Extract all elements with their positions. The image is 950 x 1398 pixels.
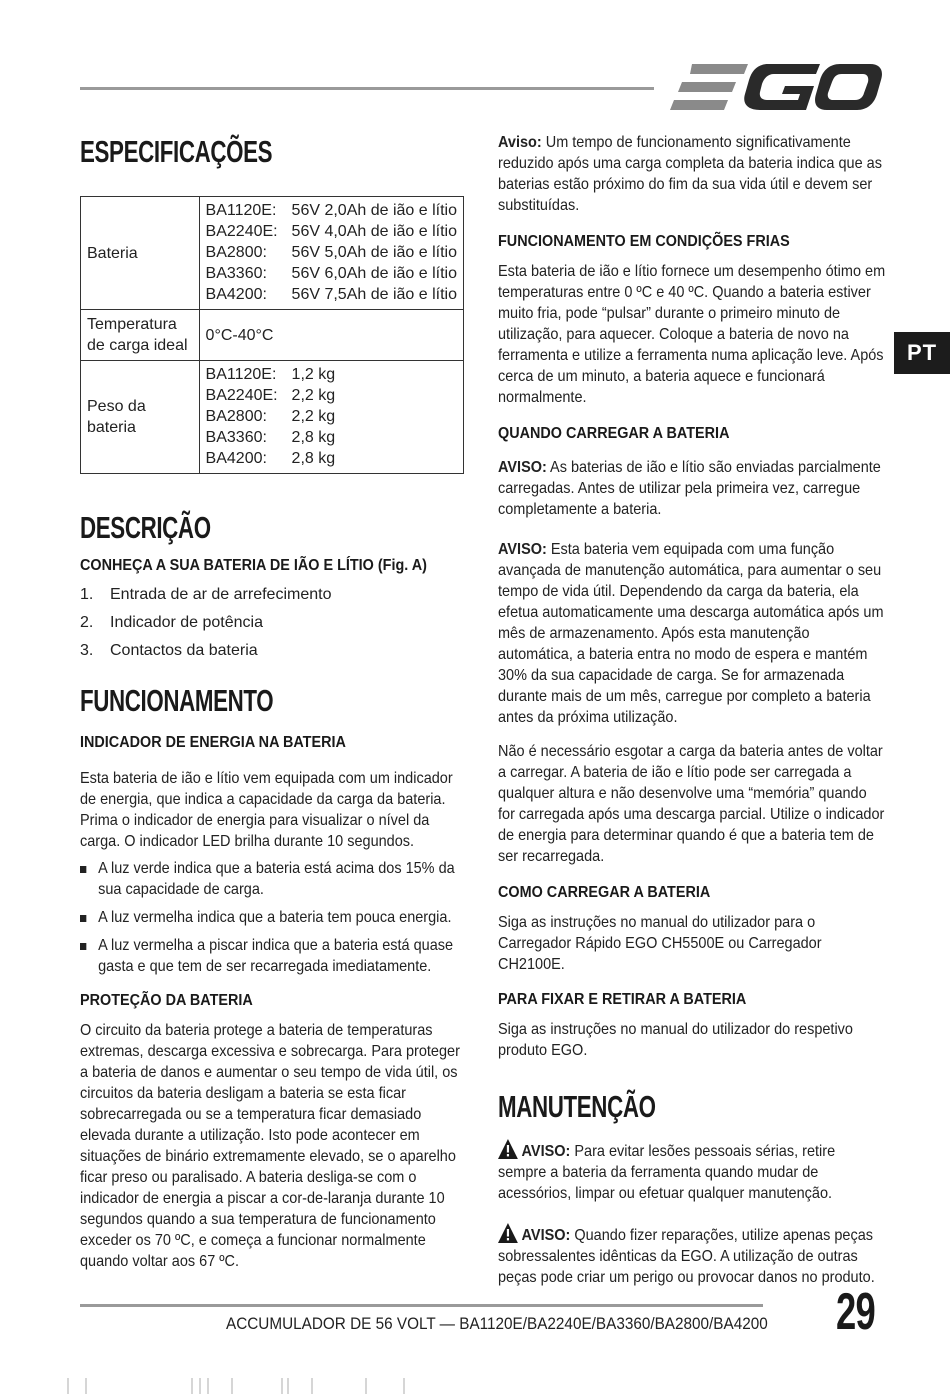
table-cell-values: BA1120E: 1,2 kg BA2240E: 2,2 kg BA2800: 2,2 kg BA3360: 2,8 kg BA4200: 2,8 kg — [199, 361, 463, 474]
when-to-charge-subtitle: QUANDO CARREGAR A BATERIA — [498, 425, 730, 442]
header-rule — [80, 87, 654, 90]
fix-block — [498, 1019, 885, 1061]
bullet-icon — [80, 858, 98, 900]
warning-triangle-icon — [498, 1139, 518, 1159]
attach-remove-subtitle: PARA FIXAR E RETIRAR A BATERIA — [498, 991, 747, 1008]
specs-title: ESPECIFICAÇÕES — [80, 134, 273, 169]
how-to-charge-text: Siga as instruções no manual do utilizador para o Carregador Rápido EGO CH5500E ou Carregador CH2100E. — [498, 914, 822, 973]
battery-protection-block — [80, 1020, 465, 1272]
list-item: A luz vermelha a piscar indica que a bateria está quase gasta e que tem de ser recarregada imediatamente. — [80, 935, 465, 977]
list-item: A luz vermelha indica que a bateria tem pouca energia. — [80, 907, 465, 928]
energy-indicator-subtitle: INDICADOR DE ENERGIA NA BATERIA — [80, 734, 346, 751]
table-row — [81, 361, 464, 474]
bullet-icon — [80, 907, 98, 928]
right-column — [498, 132, 886, 1288]
left-column — [80, 132, 465, 1272]
ego-logo — [670, 60, 882, 114]
how-block — [498, 912, 885, 975]
how-to-charge-subtitle: COMO CARREGAR A BATERIA — [498, 884, 711, 901]
warning-paragraph: AVISO: Para evitar lesões pessoais sérias, retire sempre a bateria da ferramenta quando mudar de acessórios, limpar ou efetuar qualquer manutenção. — [498, 1139, 885, 1204]
table-cell-label: Peso da bateria — [81, 361, 200, 474]
bullet-icon — [80, 935, 98, 977]
battery-protection-subtitle: PROTEÇÃO DA BATERIA — [80, 992, 253, 1009]
table-cell-label: Temperatura de carga ideal — [81, 310, 200, 361]
maint-block — [498, 1139, 885, 1288]
aviso-paragraph: AVISO: As baterias de ião e lítio são enviadas parcialmente carregadas. Antes de utilizar pela primeira vez, carregue completamente a bateria. — [498, 459, 881, 518]
energy-indicator-text: Esta bateria de ião e lítio vem equipada com um indicador de energia, que indica a capacidade da carga da bateria. Prima o indicador de energia para visualizar o nível da carga. O indicador LED brilha durante 10 segundos. — [80, 770, 453, 850]
page-number: 29 — [836, 1283, 876, 1341]
battery-protection-text: O circuito da bateria protege a bateria de temperaturas extremas, descarga excessiva e sobrecarga. Para proteger a bateria de danos e aumentar o seu tempo de vida útil, os circuitos da bateria desligam a bateria se esta ficar sobrecarregada ou se a temperatura ficar demasiado elevada durante a utilização. Isto pode acontecer em situações de binário extremamente elevado, se o aparelho ficar preso ou paralisado. A bateria desliga-se com o indicador de energia a piscar a cor-de-laranja durante 10 segundos quando a sua temperatura de funcionamento exceder os 70 ºC, e começa a funcionar normalmente quando voltar aos 67 ºC. — [80, 1022, 460, 1270]
list-item: 2. Indicador de potência — [80, 614, 263, 631]
cold-block — [498, 261, 885, 408]
recharge-text: Não é necessário esgotar a carga da bateria antes de voltar a carregar. A bateria de ião e lítio pode ser carregada a qualquer altura e não desenvolve uma “memória” quando for carregada após uma descarga parcial. Utilize o indicador de energia para determinar quando é que a bateria tem de ser recarregada. — [498, 743, 885, 865]
table-cell-value: 0°C-40°C — [199, 310, 463, 361]
table-cell-label: Bateria — [81, 197, 200, 310]
operation-title: FUNCIONAMENTO — [80, 683, 274, 718]
table-cell-values: BA1120E: 56V 2,0Ah de ião e lítio BA2240E: 56V 4,0Ah de ião e lítio BA2800: 56V 5,0Ah de ião e lítio BA3360: 56V 6,0Ah de ião e lítio BA4200: 56V 7,5Ah de ião e lítio — [199, 197, 463, 310]
when-block — [498, 457, 885, 867]
attach-remove-text: Siga as instruções no manual do utilizador do respetivo produto EGO. — [498, 1021, 853, 1059]
footer-rule — [80, 1304, 763, 1307]
specs-table — [80, 196, 464, 474]
cold-conditions-text: Esta bateria de ião e lítio fornece um desempenho ótimo em temperaturas entre 0 ºC e 40 ºC. Quando a bateria estiver muito fria, pode “pulsar” durante o primeiro minuto de utilização, para aquecer. Coloque a bateria de novo na ferramenta e utilize a ferramenta numa aplicação leve. Após cerca de um minuto, a bateria aquece e funcionará normalmente. — [498, 263, 886, 406]
warning-paragraph: AVISO: Quando fizer reparações, utilize apenas peças sobressalentes idênticas da EGO. A utilização de outras peças pode criar um perigo ou provocar danos no produto. — [498, 1223, 885, 1288]
warning-triangle-icon — [498, 1223, 518, 1243]
description-list — [80, 584, 465, 661]
print-marks — [60, 1376, 460, 1396]
list-item: 3. Contactos da bateria — [80, 642, 258, 659]
energy-indicator-block — [80, 768, 465, 977]
description-title: DESCRIÇÃO — [80, 510, 211, 545]
energy-indicator-bullets — [80, 858, 465, 977]
aviso-paragraph: AVISO: Esta bateria vem equipada com uma função avançada de manutenção automática, para aumentar o seu tempo de vida útil. Dependendo da carga da bateria, ela efetua automaticamente uma descarga automática após um mês de armazenamento. Após esta manutenção automática, a bateria entra no modo de espera e mantém 30% da sua capacidade de carga. Se for armazenada durante mais de um mês, carregue por completo a bateria antes da próxima utilização. — [498, 541, 884, 726]
cold-conditions-subtitle: FUNCIONAMENTO EM CONDIÇÕES FRIAS — [498, 233, 790, 250]
aviso-paragraph: Aviso: Um tempo de funcionamento significativamente reduzido após uma carga completa da bateria indica que as baterias estão próximo do fim da sua vida útil e devem ser substituídas. — [498, 134, 882, 214]
list-item: A luz verde indica que a bateria está acima dos 15% da sua capacidade de carga. — [80, 858, 465, 900]
description-subtitle: CONHEÇA A SUA BATERIA DE IÃO E LÍTIO (Fig. A) — [80, 557, 427, 574]
footer-title: ACCUMULADOR DE 56 VOLT — BA1120E/BA2240E/BA3360/BA2800/BA4200 — [226, 1314, 768, 1333]
aviso-block — [498, 132, 885, 216]
language-tab: PT — [894, 332, 950, 374]
table-row — [81, 197, 464, 310]
table-row — [81, 310, 464, 361]
maintenance-title: MANUTENÇÃO — [498, 1089, 656, 1124]
list-item: 1. Entrada de ar de arrefecimento — [80, 586, 332, 603]
